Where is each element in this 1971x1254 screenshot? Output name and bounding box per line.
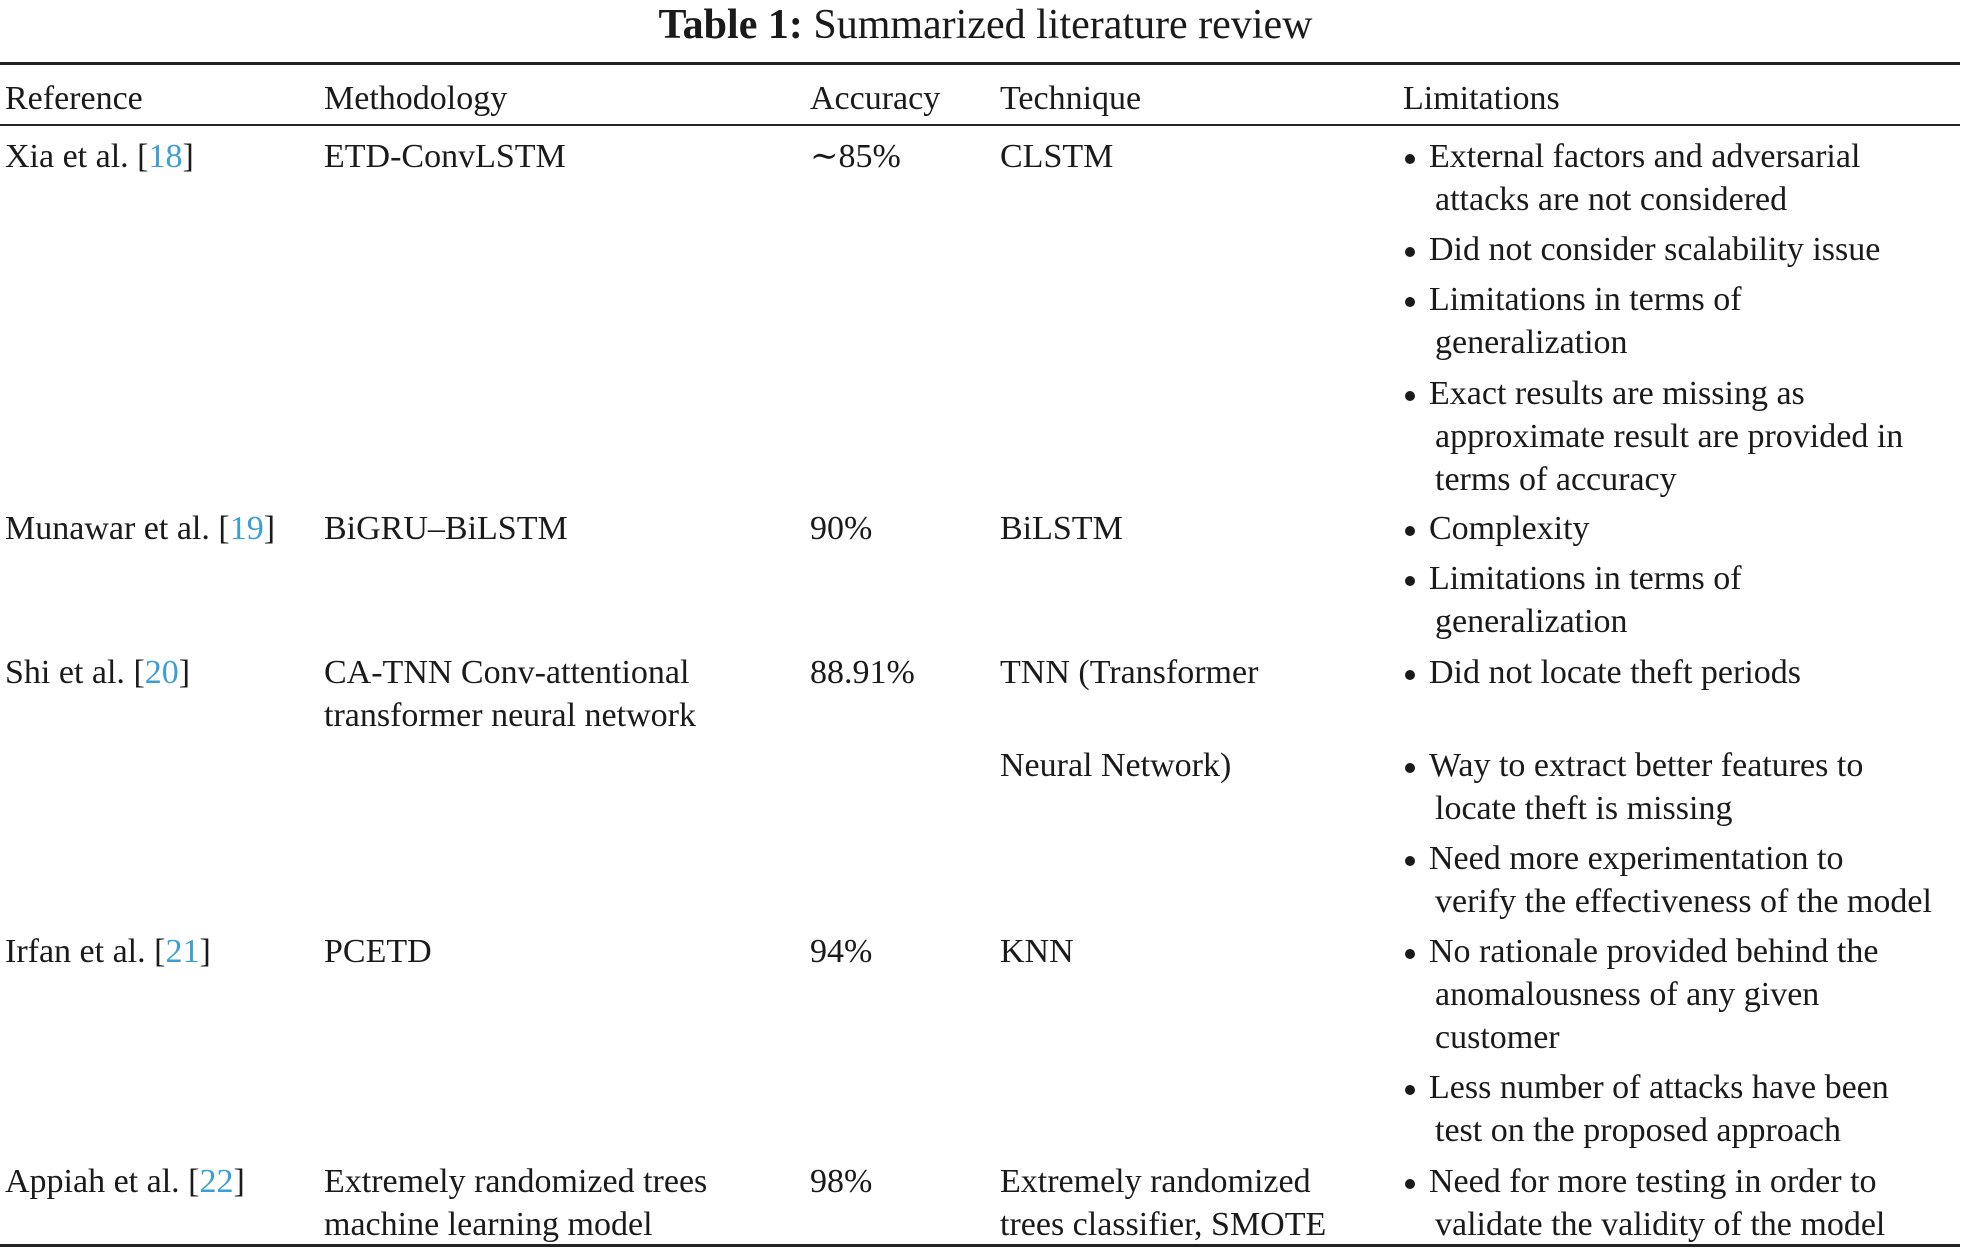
limitation-line: generalization: [1435, 603, 1628, 640]
ref-author: Xia et al.: [5, 138, 129, 175]
row-irfan-methodology: PCETD: [324, 933, 432, 970]
row-appiah-reference: Appiah et al. [22]: [5, 1163, 245, 1200]
limitation-line: verify the effectiveness of the model: [1435, 883, 1932, 920]
row-shi-accuracy: 88.91%: [810, 654, 915, 691]
limitation-line: generalization: [1435, 324, 1628, 361]
methodology-line: transformer neural network: [324, 697, 696, 734]
row-shi-technique-line1: TNN (Transformer: [1000, 654, 1259, 691]
methodology-line: CA-TNN Conv-attentional: [324, 654, 690, 691]
row-munawar-reference: Munawar et al. [19]: [5, 510, 276, 547]
limitation-line: Did not locate theft periods: [1429, 654, 1802, 691]
caption-title: Summarized literature review: [813, 2, 1313, 48]
limitation-line: No rationale provided behind the: [1429, 933, 1879, 970]
bullet-icon: [1405, 247, 1415, 257]
limitation-line: Need more experimentation to: [1429, 840, 1844, 877]
technique-line: Extremely randomized: [1000, 1163, 1311, 1200]
limitation-line: Way to extract better features to: [1429, 747, 1864, 784]
row-irfan-technique: KNN: [1000, 933, 1074, 970]
citation-link[interactable]: 22: [199, 1163, 234, 1200]
row-xia-accuracy: ∼85%: [810, 138, 901, 175]
citation-link[interactable]: 20: [144, 654, 179, 691]
limitation-line: Need for more testing in order to: [1429, 1163, 1877, 1200]
limitation-line: Complexity: [1429, 510, 1590, 547]
technique-line: trees classifier, SMOTE: [1000, 1206, 1327, 1243]
bullet-icon: [1405, 391, 1415, 401]
methodology-line: Extremely randomized trees: [324, 1163, 708, 1200]
caption-label: Table 1:: [658, 2, 803, 48]
limitation-line: locate theft is missing: [1435, 790, 1733, 827]
bullet-icon: [1405, 154, 1415, 164]
header-limitations: Limitations: [1403, 80, 1560, 117]
bullet-icon: [1405, 949, 1415, 959]
bullet-icon: [1405, 297, 1415, 307]
ref-author: Appiah et al.: [5, 1163, 180, 1200]
limitation-line: attacks are not considered: [1435, 181, 1788, 218]
limitation-line: terms of accuracy: [1435, 461, 1677, 498]
header-methodology: Methodology: [324, 80, 508, 117]
limitation-line: approximate result are provided in: [1435, 418, 1904, 455]
row-munawar-accuracy: 90%: [810, 510, 873, 547]
table-top-rule: [0, 62, 1960, 65]
bullet-icon: [1405, 576, 1415, 586]
table-bottom-rule: [0, 1244, 1960, 1247]
limitation-line: Limitations in terms of: [1429, 560, 1742, 597]
row-shi-reference: Shi et al. [20]: [5, 654, 191, 691]
bullet-icon: [1405, 1085, 1415, 1095]
row-shi-technique-line2: Neural Network): [1000, 747, 1232, 784]
header-accuracy: Accuracy: [810, 80, 941, 117]
citation-link[interactable]: 18: [148, 138, 183, 175]
header-reference: Reference: [5, 80, 143, 117]
ref-author: Shi et al.: [5, 654, 125, 691]
limitation-line: Did not consider scalability issue: [1429, 231, 1881, 268]
bullet-icon: [1405, 526, 1415, 536]
limitation-line: customer: [1435, 1019, 1560, 1056]
row-xia-technique: CLSTM: [1000, 138, 1114, 175]
ref-author: Munawar et al.: [5, 510, 210, 547]
header-technique: Technique: [1000, 80, 1142, 117]
bullet-icon: [1405, 763, 1415, 773]
limitation-line: Limitations in terms of: [1429, 281, 1742, 318]
row-appiah-accuracy: 98%: [810, 1163, 873, 1200]
row-irfan-accuracy: 94%: [810, 933, 873, 970]
limitation-line: External factors and adversarial: [1429, 138, 1861, 175]
limitation-line: test on the proposed approach: [1435, 1112, 1841, 1149]
limitation-line: anomalousness of any given: [1435, 976, 1820, 1013]
bullet-icon: [1405, 670, 1415, 680]
limitation-line: validate the validity of the model: [1435, 1206, 1886, 1243]
bullet-icon: [1405, 1179, 1415, 1189]
bullet-icon: [1405, 856, 1415, 866]
limitation-line: Less number of attacks have been: [1429, 1069, 1889, 1106]
ref-author: Irfan et al.: [5, 933, 146, 970]
row-irfan-reference: Irfan et al. [21]: [5, 933, 211, 970]
citation-link[interactable]: 19: [229, 510, 264, 547]
methodology-line: machine learning model: [324, 1206, 653, 1243]
row-appiah-technique: [1000, 1160, 1326, 1246]
citation-link[interactable]: 21: [165, 933, 200, 970]
row-appiah-methodology: [324, 1160, 707, 1246]
row-munawar-technique: BiLSTM: [1000, 510, 1123, 547]
limitation-line: Exact results are missing as: [1429, 375, 1805, 412]
table-caption: [0, 2, 1971, 48]
row-xia-reference: Xia et al. [18]: [5, 138, 194, 175]
row-munawar-methodology: BiGRU–BiLSTM: [324, 510, 568, 547]
row-shi-methodology: [324, 651, 696, 737]
header-rule: [0, 124, 1960, 126]
row-xia-methodology: ETD-ConvLSTM: [324, 138, 566, 175]
